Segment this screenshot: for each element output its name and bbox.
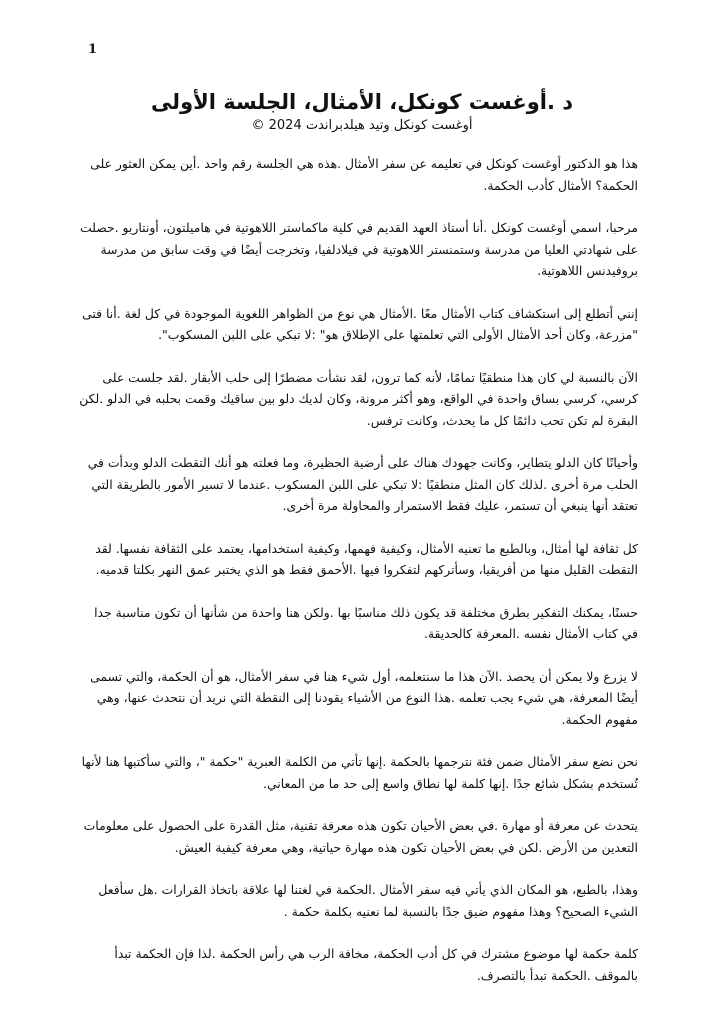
paragraph: وهذا، بالطبع، هو المكان الذي يأتي فيه سفر الأمثال .الحكمة في لغتنا لها علاقة باتخاذ القرارات .هل سأفعل الشيء الصحيح؟ وهذا مفهوم ضيق جدًا بالنسبة لما نعنيه بكلمة حكمة . [98,882,638,919]
paragraph: وأحيانًا كان الدلو يتطاير، وكانت جهودك هناك على أرضية الحظيرة، وما فعلته هو أنك التقطت الدلو وبدأت في الحلب مرة أخرى .لذلك كان المثل منطقيًا :لا تبكي على اللبن المسكوب .عندما لا تسير الأمور بالطريقة التي تعتقد أنها ينبغي أن تستمر، عليك فقط الاستمرار والمحاولة مرة أخرى. [87,455,638,513]
paragraph: نحن نضع سفر الأمثال ضمن فئة نترجمها بالحكمة .إنها تأتي من الكلمة العبرية "حكمة "، والتي سأكتبها هنا لأنها تُستخدم بشكل شائع جدًا .إنها كلمة لها نطاق واسع إلى حد ما من المعاني. [81,754,638,791]
paragraph: إنني أتطلع إلى استكشاف كتاب الأمثال معًا .الأمثال هي نوع من الظواهر اللغوية الموجودة في كل لغة .أنا فتى "مزرعة، وكان أحد الأمثال الأولى التي تعلمتها على الإطلاق هو" :لا تبكي على اللبن المسكوب". [82,305,638,342]
paragraph: مرحبا، اسمي أوغست كونكل .أنا أستاذ العهد القديم في كلية ماكماستر اللاهوتية في هاميلتون، أونتاريو .حصلت على شهادتي العليا من مدرسة وستمنستر اللاهوتية في فيلادلفيا، وتخرجت أيضًا في وقت سابق من مدرسة بروفيدنس اللاهوتية. [79,220,638,278]
paragraph: لا يزرع ولا يمكن أن يحصد .الآن هذا ما سنتعلمه، أول شيء هنا في سفر الأمثال، هو أن الحكمة، والتي تسمى أيضًا المعرفة، هي شيء يجب تعلمه .هذا النوع من الأشياء يقودنا إلى النقطة التي نريد أن نتحدث عنها، وهي مفهوم الحكمة. [90,668,638,727]
document-title: د .أوغست كونكل، الأمثال، الجلسة الأولى [150,90,574,114]
paragraph: يتحدث عن معرفة أو مهارة .في بعض الأحيان تكون هذه معرفة تقنية، مثل القدرة على الحصول على معلومات التعدين من الأرض .لكن في بعض الأحيان تكون هذه مهارة حياتية، وهي معرفة كيفية العيش. [83,818,638,855]
paragraph: كل ثقافة لها أمثال، وبالطبع ما تعنيه الأمثال، وكيفية فهمها، وكيفية استخدامها، يعتمد على الثقافة نفسها. لقد التقطت القليل منها من أفريقيا، وسأتركهم لتفكروا فيها .الأحمق فقط هو الذي يختبر عمق النهر بكلتا قدميه. [95,540,638,577]
document-body [76,153,638,1007]
paragraph: كلمة حكمة لها موضوع مشترك في كل أدب الحكمة، مخافة الرب هي رأس الحكمة .لذا فإن الحكمة تبدأ بالموقف .الحكمة تبدأ بالتصرف. [114,946,638,983]
paragraph: حسنًا، يمكنك التفكير بطرق مختلفة قد يكون ذلك مناسبًا بها .ولكن هنا واحدة من شأنها أن تكون مناسبة جدا في كتاب الأمثال نفسه .المعرفة كالحديقة. [94,604,638,641]
page-number: 1 [88,42,98,57]
paragraph: الآن بالنسبة لي كان هذا منطقيًا تمامًا، لأنه كما ترون، لقد نشأت مضطرًا إلى حلب الأبقار .لقد جلست على كرسي، كرسي بساق واحدة في الواقع، وهو أكثر مرونة، وكان لديك دلو بين ساقيك وقمت بحلبه في الدلو .لكن البقرة لم تكن تحب دائمًا كل ما يحدث، وكانت ترفس. [79,369,638,428]
document-subtitle: أوغست كونكل وتيد هيلدبراندت 2024 © [251,118,473,133]
paragraph: هذا هو الدكتور أوغست كونكل في تعليمه عن سفر الأمثال .هذه هي الجلسة رقم واحد .أين يمكن العثور على الحكمة؟ الأمثال كأدب الحكمة. [90,156,638,193]
